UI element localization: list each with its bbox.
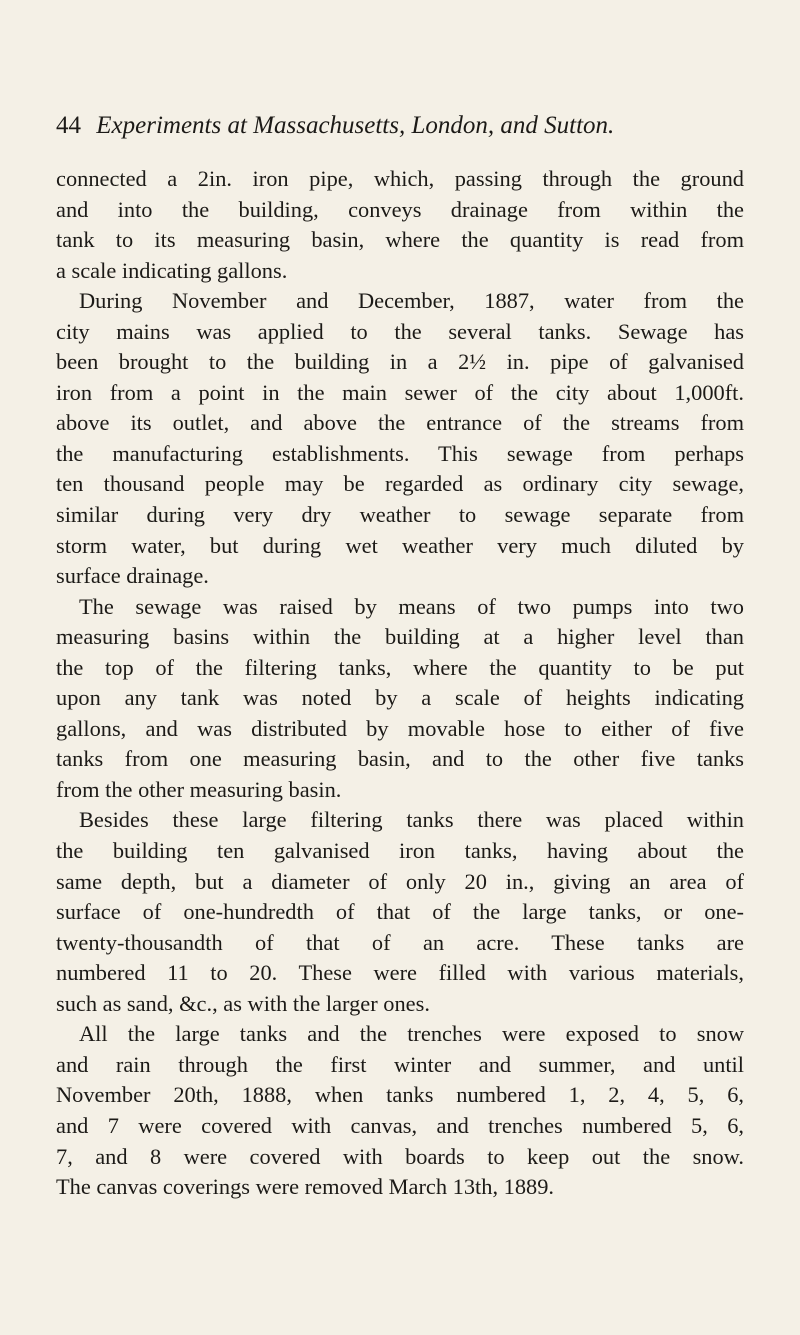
text-line: connected a 2in. iron pipe, which, passing through the ground: [56, 166, 744, 191]
paragraph-1: [56, 164, 744, 286]
text-line: upon any tank was noted by a scale of heights indicating: [56, 685, 744, 711]
page-number: 44: [56, 112, 81, 139]
text-line: and into the building, conveys drainage from within the: [56, 196, 744, 222]
text-line: numbered 11 to 20. These were filled with various materials,: [56, 960, 744, 986]
text-line: tank to its measuring basin, where the quantity is read from: [56, 227, 744, 253]
text-line: The sewage was raised by means of two pumps into two: [79, 593, 744, 619]
text-line: During November and December, 1887, water from the: [79, 288, 744, 314]
text-line: ten thousand people may be regarded as ordinary city sewage,: [56, 471, 744, 497]
text-line: and 7 were covered with canvas, and trenches numbered 5, 6,: [56, 1112, 744, 1138]
text-line: measuring basins within the building at a higher level than: [56, 624, 744, 650]
text-line: storm water, but during wet weather very much diluted by: [56, 532, 744, 558]
paragraph-3: [56, 592, 744, 806]
text-line: a scale indicating gallons.: [56, 257, 288, 283]
text-line: gallons, and was distributed by movable hose to either of five: [56, 715, 744, 741]
text-line: such as sand, &c., as with the larger ones.: [56, 990, 430, 1016]
text-line: the top of the filtering tanks, where the quantity to be put: [56, 654, 744, 680]
paragraph-5: [56, 1019, 744, 1202]
running-title: Experiments at Massachusetts, London, and Sutton.: [96, 112, 615, 139]
text-line: above its outlet, and above the entrance of the streams from: [56, 410, 744, 436]
text-line: been brought to the building in a 2½ in. pipe of galvanised: [56, 349, 744, 375]
paragraph-4: [56, 805, 744, 1019]
text-line: surface of one-hundredth of that of the large tanks, or one-: [56, 899, 744, 925]
text-line: twenty-thousandth of that of an acre. These tanks are: [56, 929, 744, 955]
text-line: tanks from one measuring basin, and to the other five tanks: [56, 746, 744, 772]
text-line: The canvas coverings were removed March 13th, 1889.: [56, 1174, 555, 1200]
text-line: similar during very dry weather to sewage separate from: [56, 502, 744, 528]
text-line: and rain through the first winter and summer, and until: [56, 1051, 744, 1077]
text-line: November 20th, 1888, when tanks numbered 1, 2, 4, 5, 6,: [56, 1082, 744, 1108]
text-line: iron from a point in the main sewer of the city about 1,000ft.: [56, 379, 744, 405]
text-line: the building ten galvanised iron tanks, having about the: [56, 838, 744, 864]
text-line: All the large tanks and the trenches were exposed to snow: [79, 1021, 744, 1047]
text-line: surface drainage.: [56, 563, 209, 589]
text-line: from the other measuring basin.: [56, 776, 342, 802]
text-line: same depth, but a diameter of only 20 in., giving an area of: [56, 868, 744, 894]
text-line: the manufacturing establishments. This sewage from perhaps: [56, 440, 744, 466]
page-header: [56, 111, 756, 141]
body-text: [56, 164, 744, 1203]
paragraph-2: [56, 286, 744, 591]
text-line: 7, and 8 were covered with boards to keep out the snow.: [56, 1143, 744, 1169]
text-line: Besides these large filtering tanks there was placed within: [79, 807, 744, 833]
text-line: city mains was applied to the several tanks. Sewage has: [56, 318, 744, 344]
